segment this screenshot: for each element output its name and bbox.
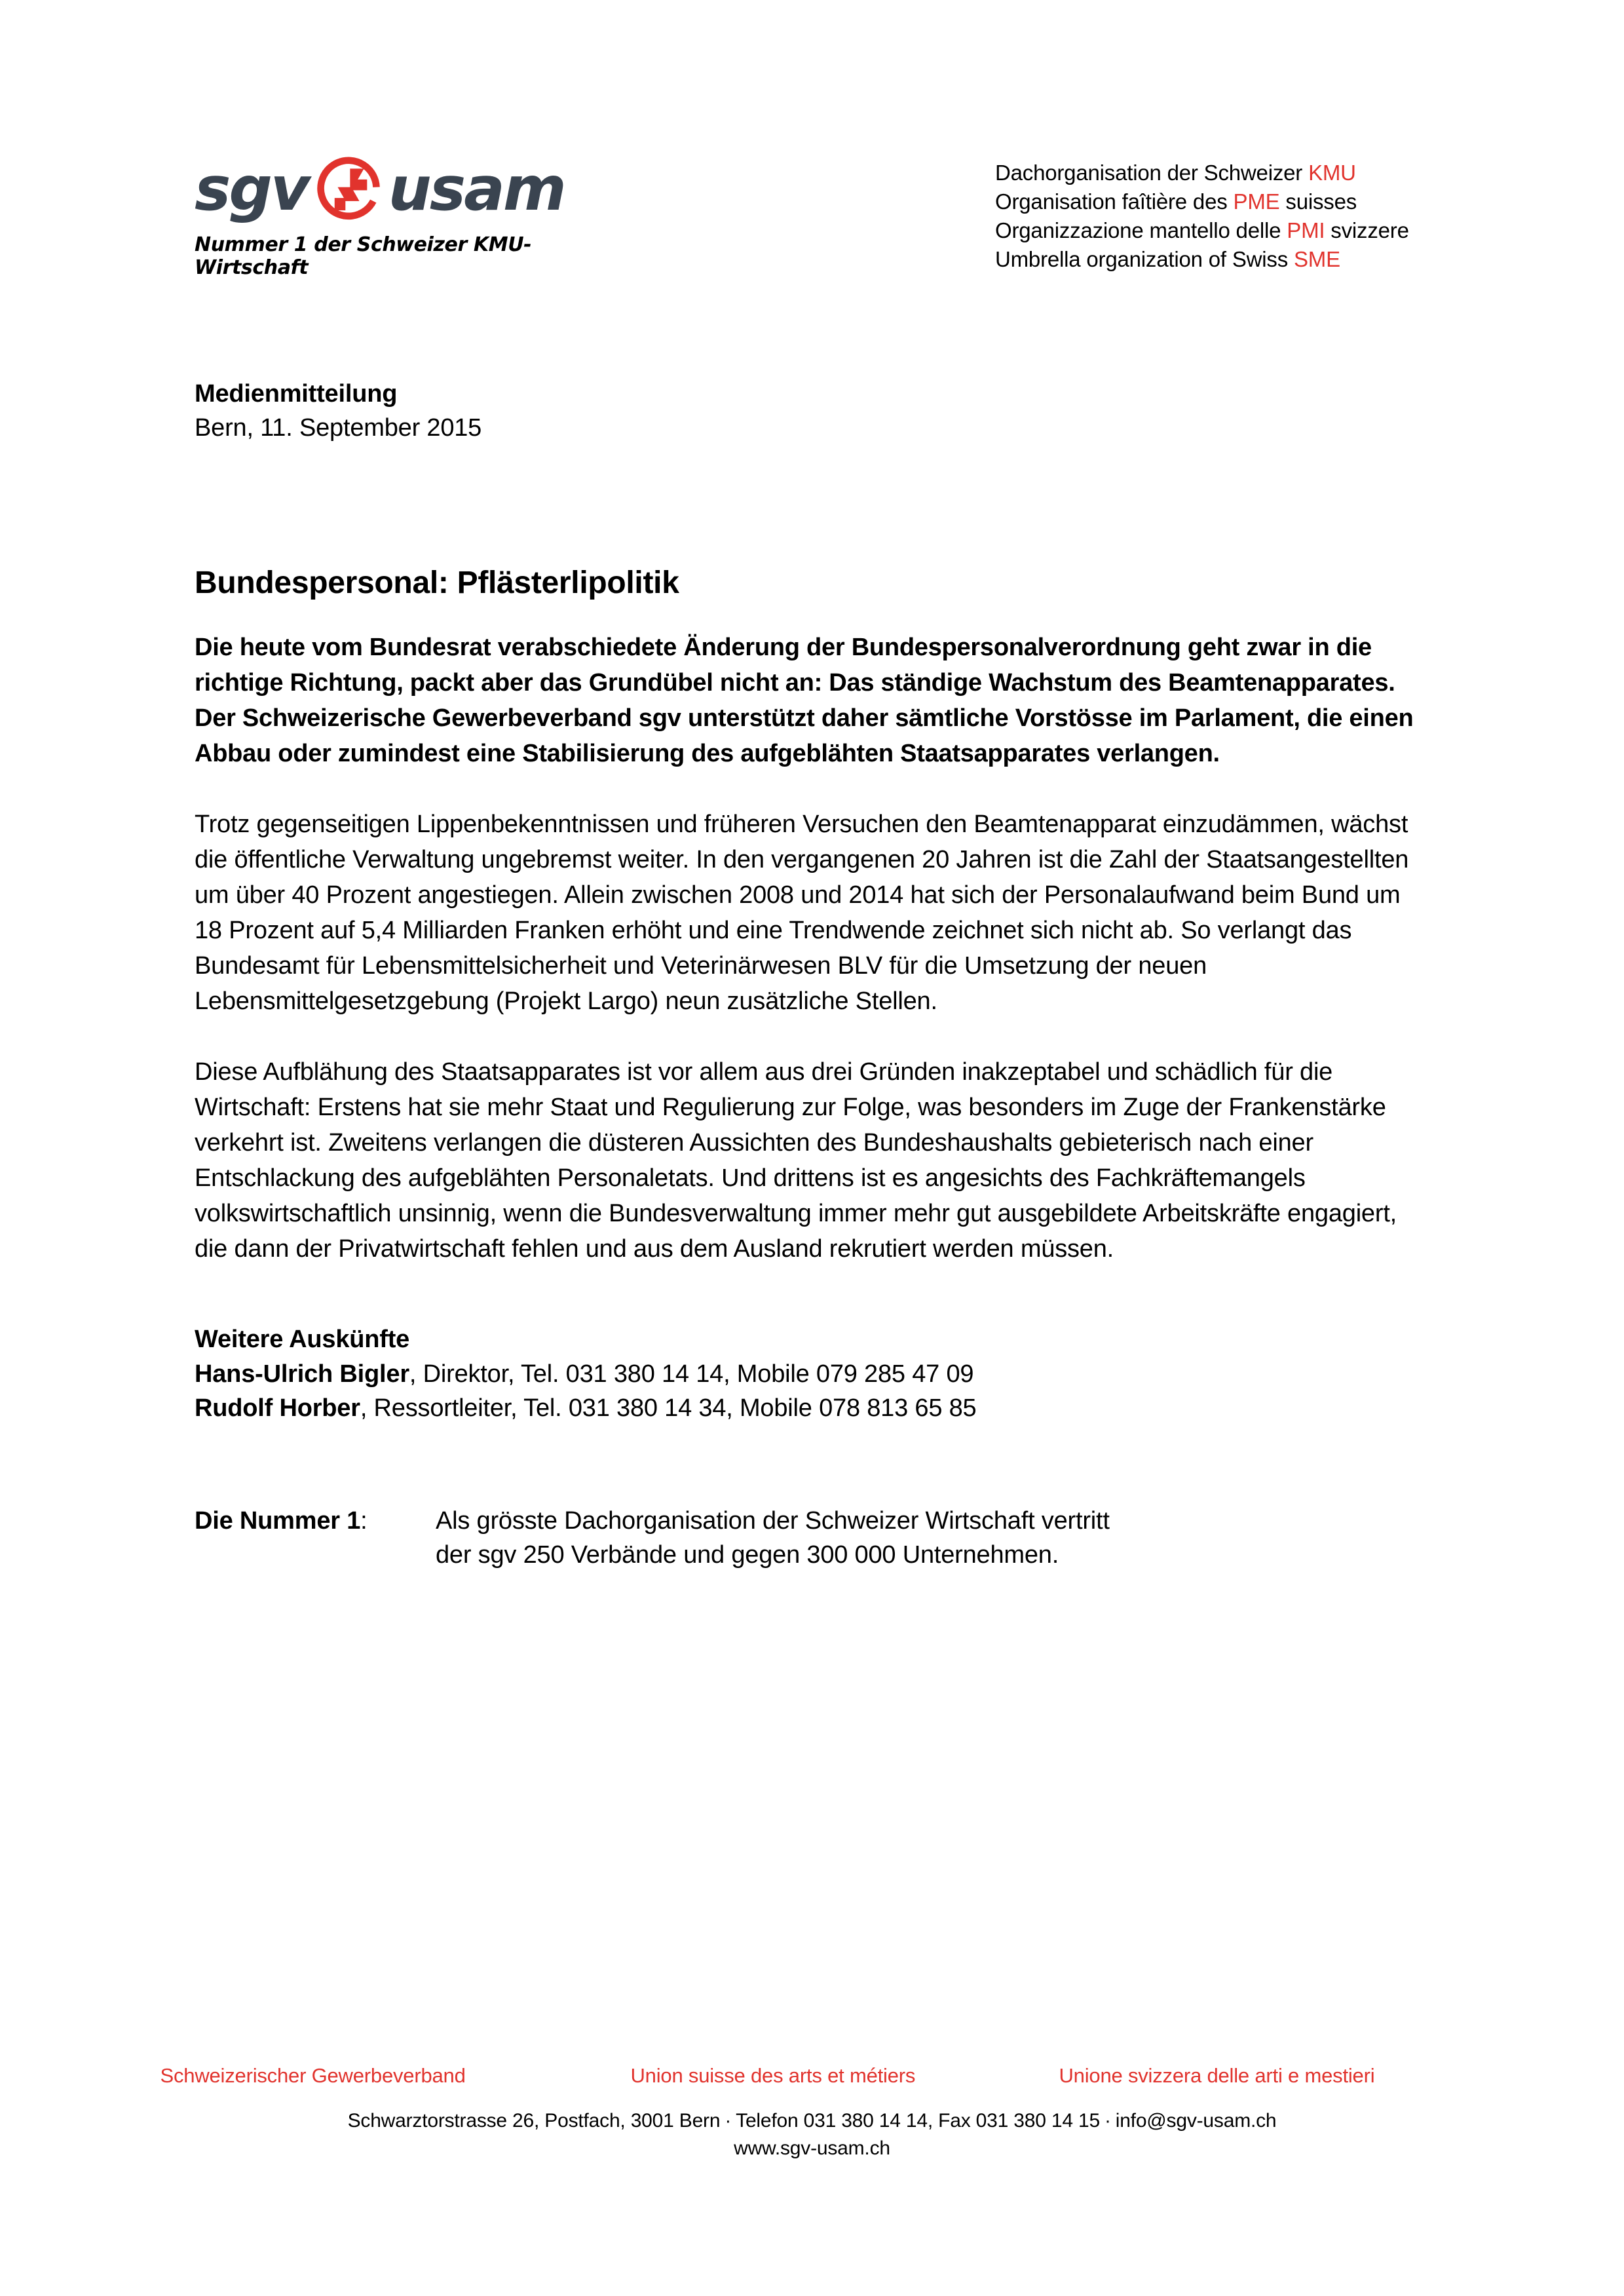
subtitle-line-de	[995, 159, 1409, 187]
body-paragraph-1: Trotz gegenseitigen Lippenbekenntnissen und früheren Versuchen den Beamtenapparat einzudämmen, wächst die öffentliche Verwaltung ungebremst weiter. In den vergangenen 20 Jahren ist die Zahl der Staatsangestellten um über 40 Prozent angestiegen. Allein zwischen 2008 und 2014 hat sich der Personalaufwand beim Bund um 18 Prozent auf 5,4 Milliarden Franken erhöht und eine Trendwende zeichnet sich nicht ab. So verlangt das Bundesamt für Lebensmittelsicherheit und Veterinärwesen BLV für die Umsetzung der neuen Lebensmittelgesetzgebung (Projekt Largo) neun zusätzliche Stellen.	[195, 811, 1409, 1015]
subtitle-it-suffix: svizzere	[1325, 218, 1409, 242]
multilingual-subtitle-block	[995, 159, 1409, 274]
footer-website[interactable]: www.sgv-usam.ch	[734, 2137, 890, 2159]
contact-person-2	[195, 1391, 1433, 1425]
contact-person-1-details: , Direktor, Tel. 031 380 14 14, Mobile 079 285 47 09	[409, 1360, 974, 1388]
logo-word-usam: usam	[388, 153, 565, 224]
subtitle-it-text: Organizzazione mantello delle	[995, 218, 1287, 242]
contact-section-title: Weitere Auskünfte	[195, 1326, 410, 1353]
boilerplate-text-line-1: Als grösste Dachorganisation der Schweizer Wirtschaft vertritt	[436, 1507, 1110, 1535]
contact-person-2-details: , Ressortleiter, Tel. 031 380 14 34, Mobile 078 813 65 85	[360, 1394, 977, 1422]
footer-contact-line	[0, 2107, 1624, 2135]
subtitle-fr-text: Organisation faîtière des	[995, 189, 1234, 214]
boilerplate-text-line-2: der sgv 250 Verbände und gegen 300 000 Unternehmen.	[436, 1541, 1059, 1569]
boilerplate-text	[436, 1504, 1110, 1572]
document-type-label: Medienmitteilung	[195, 380, 398, 408]
body-paragraph-2: Diese Aufblähung des Staatsapparates ist vor allem aus drei Gründen inakzeptabel und schädlich für die Wirtschaft: Erstens hat sie mehr Staat und Regulierung zur Folge, was besonders im Zuge der Frankenstärke verkehrt ist. Zweitens verlangen die düsteren Aussichten des Bundeshaushalts gebieterisch nach einer Entschlackung des aufgeblähten Personaletats. Und drittens ist es angesichts des Fachkräftemangels volkswirtschaftlich unsinnig, wenn die Bundesverwaltung immer mehr gut ausgebildete Arbeitskräfte engagiert, die dann der Privatwirtschaft fehlen und aus dem Ausland rekrutiert werden müssen.	[195, 1058, 1397, 1263]
document-body	[195, 377, 1433, 1572]
contact-person-1	[195, 1357, 1433, 1391]
subtitle-fr-accent: PME	[1233, 189, 1280, 214]
subtitle-de-accent: KMU	[1308, 161, 1356, 185]
logo-wordmark-row	[195, 149, 614, 228]
boilerplate-label-colon: :	[360, 1507, 368, 1535]
document-footer	[0, 2063, 1624, 2162]
document-header	[195, 149, 1454, 280]
footer-org-de: Schweizerischer Gewerbeverband	[160, 2064, 466, 2087]
sgv-usam-emblem-icon	[310, 150, 387, 227]
lead-paragraph: Die heute vom Bundesrat verabschiedete Änderung der Bundespersonalverordnung geht zwar in die richtige Richtung, packt aber das Grundübel nicht an: Das ständige Wachstum des Beamtenapparates. Der Schweizerische Gewerbeverband sgv unterstützt daher sämtliche Vorstösse im Parlament, die einen Abbau oder zumindest eine Stabilisierung des aufgeblähten Staatsapparates verlangen.	[195, 634, 1414, 767]
subtitle-line-it	[995, 216, 1409, 245]
footer-org-it: Unione svizzera delle arti e mestieri	[1059, 2064, 1375, 2087]
page-title: Bundespersonal: Pflästerlipolitik	[195, 565, 679, 600]
logo-tagline: Nummer 1 der Schweizer KMU-Wirtschaft	[195, 233, 532, 279]
subtitle-de-text: Dachorganisation der Schweizer	[995, 161, 1309, 185]
subtitle-en-accent: SME	[1294, 247, 1340, 271]
boilerplate-label-text: Die Nummer 1	[195, 1507, 361, 1535]
footer-separator-2: ·	[1104, 2110, 1111, 2132]
footer-org-fr: Union suisse des arts et métiers	[630, 2064, 916, 2087]
subtitle-fr-suffix: suisses	[1279, 189, 1357, 214]
logo-word-sgv: sgv	[195, 153, 309, 224]
footer-address-text: Schwarztorstrasse 26, Postfach, 3001 Bern	[347, 2110, 721, 2132]
dateline: Bern, 11. September 2015	[195, 414, 482, 442]
subtitle-it-accent: PMI	[1287, 218, 1325, 242]
boilerplate-block	[195, 1504, 1433, 1572]
footer-organization-names	[161, 2063, 1464, 2093]
footer-email[interactable]: info@sgv-usam.ch	[1115, 2110, 1277, 2132]
footer-phone-text: Telefon 031 380 14 14, Fax 031 380 14 15	[736, 2110, 1100, 2132]
contact-person-2-name: Rudolf Horber	[195, 1394, 360, 1422]
subtitle-line-en	[995, 245, 1409, 274]
sgv-usam-logo	[195, 149, 614, 279]
contact-person-1-name: Hans-Ulrich Bigler	[195, 1360, 409, 1388]
footer-separator-1: ·	[725, 2110, 732, 2132]
subtitle-line-fr	[995, 187, 1409, 216]
boilerplate-label	[195, 1504, 436, 1538]
subtitle-en-text: Umbrella organization of Swiss	[995, 247, 1294, 271]
